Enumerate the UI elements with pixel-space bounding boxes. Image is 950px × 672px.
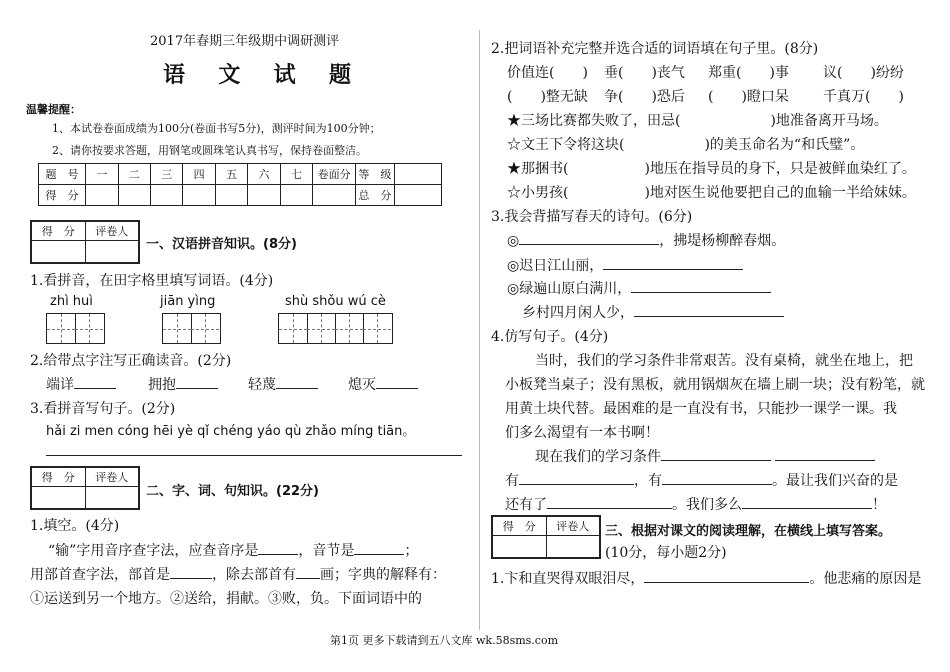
tianzige-1[interactable] <box>46 313 105 344</box>
idiom-2: 垂( )丧气 <box>604 65 685 81</box>
exam-subtitle: 2017年春期三年级期中调研测评 <box>150 34 340 49</box>
scorebox-grader-label: 评卷人 <box>85 222 139 241</box>
section2-title: 二、字、词、句知识。(22分) <box>146 484 319 499</box>
answer-blank[interactable] <box>519 230 659 245</box>
text: ◎绿遍山原白满川， <box>507 281 632 297</box>
text: 现在我们的学习条件 <box>535 449 661 465</box>
fill-line-2 <box>505 470 898 490</box>
text: ◎ <box>507 233 520 249</box>
r-q3: 3.我会背描写春天的诗句。(6分) <box>491 209 693 225</box>
exam-title: 语 文 试 题 <box>163 62 357 88</box>
s2-q1-line3: ①运送到另一个地方。②送给，捐献。③败，负。下面词语中的 <box>30 591 422 607</box>
text: ☆文王下令将这块( <box>507 137 625 153</box>
pinyin-3: shù shǒu wú cè <box>285 294 386 309</box>
answer-blank[interactable] <box>296 564 320 579</box>
passage-line-1: 当时，我们的学习条件非常艰苦。没有桌椅，就坐在地上，把 <box>535 353 913 369</box>
answer-blank[interactable] <box>170 564 212 579</box>
total-label: 总 分 <box>356 185 395 206</box>
text: ★三场比赛都失败了，田忌( <box>507 113 681 129</box>
answer-blank[interactable] <box>634 302 784 317</box>
answer-blank[interactable] <box>176 374 218 389</box>
s1-q3: 3.看拼音写句子。(2分) <box>30 401 176 417</box>
score-table-header: 六 <box>248 164 280 185</box>
s3-q1 <box>491 568 921 588</box>
answer-blank[interactable] <box>376 374 418 389</box>
dotted-word-text: 熄灭 <box>348 377 376 393</box>
section3-title: 三、根据对课文的阅读理解，在横线上填写答案。 <box>605 524 892 539</box>
passage-line-2: 小板凳当桌子；没有黑板，就用锅烟灰在墙上刷一块；没有粉笔，就 <box>505 377 925 393</box>
poem-line-2 <box>507 255 743 275</box>
answer-line[interactable] <box>46 455 462 456</box>
sentence-3 <box>507 158 916 178</box>
answer-blank[interactable] <box>276 374 318 389</box>
s1-q1: 1.看拼音，在田字格里填写词语。(4分) <box>30 273 274 289</box>
score-table-header: 三 <box>150 164 182 185</box>
text: ，音节是 <box>298 543 355 559</box>
text: )地准备离开马场。 <box>770 113 888 129</box>
notice-line-1: 1、本试卷卷面成绩为100分(卷面书写5分)，测评时间为100分钟； <box>52 122 381 135</box>
text: 用部首查字法，部首是 <box>30 567 170 583</box>
scorebox-score-label: 得 分 <box>32 222 86 241</box>
s2-q1-line2 <box>30 564 446 584</box>
poem-line-4 <box>522 302 784 322</box>
answer-blank[interactable] <box>661 446 771 461</box>
text: ！ <box>872 497 886 513</box>
tianzige-2[interactable] <box>162 313 221 344</box>
text: 还有了 <box>505 497 547 513</box>
answer-blank[interactable] <box>775 446 875 461</box>
score-table-header: 五 <box>215 164 247 185</box>
section3-scorebox <box>491 515 601 559</box>
score-table-header: 二 <box>118 164 150 185</box>
idiom-8: 千真万( ) <box>823 89 904 105</box>
score-table-header: 七 <box>280 164 312 185</box>
score-table-cell <box>394 164 441 185</box>
answer-blank[interactable] <box>631 278 771 293</box>
answer-blank[interactable] <box>519 470 634 485</box>
text: ； <box>404 543 419 559</box>
scorebox-grader-label: 评卷人 <box>546 517 600 536</box>
text: )的美玉命名为“和氏璧”。 <box>704 137 865 153</box>
page-footer: 第1页 更多下载请到五八文库 wk.58sms.com <box>330 634 558 647</box>
text: )地压在指导员的身下，只是被鲜血染红了。 <box>644 161 916 177</box>
sentence-2 <box>507 134 864 154</box>
pinyin-2: jiān yìng <box>160 294 216 309</box>
score-table-header: 四 <box>183 164 215 185</box>
idiom-6: 争( )恐后 <box>604 89 685 105</box>
score-table-header: 等 级 <box>356 164 395 185</box>
answer-blank[interactable] <box>742 494 872 509</box>
sentence-1 <box>507 110 888 130</box>
notice-line-2: 2、请你按要求答题，用钢笔或圆珠笔认真书写，保持卷面整洁。 <box>52 144 367 157</box>
notice-heading: 温馨提醒： <box>26 103 81 116</box>
passage-line-4: 们多么渴望有一本书啊！ <box>505 425 659 441</box>
score-table <box>38 163 442 206</box>
answer-blank[interactable] <box>644 568 809 583</box>
answer-blank[interactable] <box>603 255 743 270</box>
answer-blank[interactable] <box>258 540 298 555</box>
text: ◎迟日江山丽， <box>507 258 604 274</box>
text: 1.卞和直哭得双眼泪尽， <box>491 571 645 587</box>
text: ★那捆书( <box>507 161 569 177</box>
score-table-header: 卷面分 <box>313 164 356 185</box>
section1-scorebox <box>30 220 140 264</box>
score-table-header: 题 号 <box>39 164 86 185</box>
text: ，除去部首有 <box>212 567 296 583</box>
dotted-word-text: 拥抱 <box>148 377 176 393</box>
scorebox-score-label: 得 分 <box>493 517 547 536</box>
s1-q3-pinyin: hǎi zi men cóng hēi yè qǐ chéng yáo qù zhǎo míng tiān。 <box>46 424 416 439</box>
section1-title: 一、汉语拼音知识。(8分) <box>146 237 297 252</box>
dotted-word-1 <box>46 374 116 394</box>
dotted-word-2 <box>148 374 218 394</box>
dotted-word-3 <box>248 374 318 394</box>
text: 。我们多么 <box>672 497 742 513</box>
text: “输”字用音序查字法，应查音序是 <box>48 543 259 559</box>
r-q4: 4.仿写句子。(4分) <box>491 329 609 345</box>
score-table-row-label: 得 分 <box>39 185 86 206</box>
text: ，有 <box>634 473 662 489</box>
scorebox-grader-label: 评卷人 <box>85 468 139 487</box>
text: 。最让我们兴奋的是 <box>772 473 898 489</box>
idiom-1: 价值连( ) <box>507 65 588 81</box>
passage-line-3: 用黄土块代替。最困难的是一直没有书，只能抄一课学一课。我 <box>505 401 897 417</box>
answer-blank[interactable] <box>547 494 672 509</box>
idiom-7: ( )瞪口呆 <box>708 89 789 105</box>
fill-line-3 <box>505 494 886 514</box>
sentence-4 <box>507 182 916 202</box>
answer-blank[interactable] <box>662 470 772 485</box>
scorebox-score-label: 得 分 <box>32 468 86 487</box>
pinyin-1: zhì huì <box>50 294 93 309</box>
score-table-header: 一 <box>86 164 118 185</box>
poem-line-3 <box>507 278 771 298</box>
s2-q1: 1.填空。(4分) <box>30 518 120 534</box>
poem-line-1 <box>507 230 785 250</box>
text: 乡村四月闲人少， <box>522 305 634 321</box>
dotted-word-4 <box>348 374 418 394</box>
fill-line-1 <box>535 446 875 466</box>
dotted-word-text: 端详 <box>46 377 74 393</box>
idiom-3: 郑重( )事 <box>708 65 789 81</box>
idiom-4: 议( )纷纷 <box>823 65 904 81</box>
text: ，拂堤杨柳醉春烟。 <box>659 233 786 249</box>
text: 画；字典的解释有： <box>320 567 446 583</box>
text: 有 <box>505 473 519 489</box>
dotted-word-text: 轻蔑 <box>248 377 276 393</box>
text: )地对医生说他要把自己的血输一半给妹妹。 <box>644 185 916 201</box>
answer-blank[interactable] <box>74 374 116 389</box>
s2-q1-line1 <box>48 540 418 560</box>
text: ☆小男孩( <box>507 185 569 201</box>
text: 。他悲痛的原因是 <box>809 571 922 587</box>
tianzige-3[interactable] <box>278 313 393 344</box>
s1-q2: 2.给带点字注写正确读音。(2分) <box>30 353 232 369</box>
r-q2: 2.把词语补充完整并选合适的词语填在句子里。(8分) <box>491 41 819 57</box>
section2-scorebox <box>30 466 140 510</box>
column-divider <box>479 30 480 630</box>
answer-blank[interactable] <box>354 540 404 555</box>
idiom-5: ( )整无缺 <box>507 89 588 105</box>
section3-subtitle: (10分，每小题2分) <box>605 545 727 561</box>
